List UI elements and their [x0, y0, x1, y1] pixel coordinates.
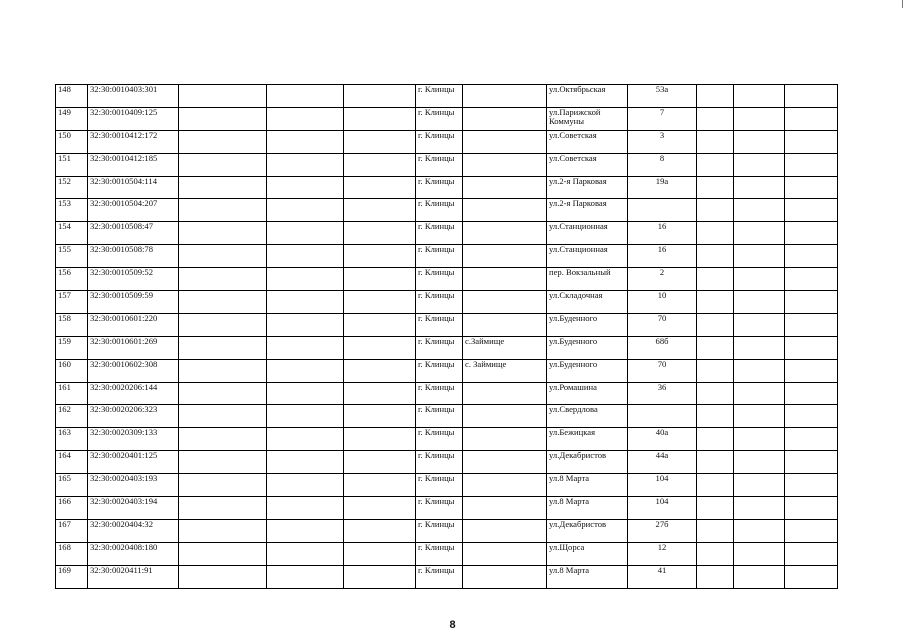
empty-cell	[267, 359, 344, 382]
house-number-cell	[628, 405, 697, 428]
empty-cell	[785, 222, 838, 245]
empty-cell	[344, 542, 416, 565]
row-number-cell: 161	[56, 382, 88, 405]
empty-cell	[697, 474, 734, 497]
locality-cell	[463, 268, 547, 291]
cadastral-number-cell: 32:30:0020401:125	[88, 451, 179, 474]
locality-cell	[463, 474, 547, 497]
row-number-cell: 156	[56, 268, 88, 291]
empty-cell	[267, 428, 344, 451]
empty-cell	[785, 291, 838, 314]
empty-cell	[267, 107, 344, 130]
empty-cell	[344, 359, 416, 382]
empty-cell	[344, 451, 416, 474]
empty-cell	[267, 313, 344, 336]
empty-cell	[267, 451, 344, 474]
city-cell: г. Клинцы	[416, 176, 463, 199]
cadastral-number-cell: 32:30:0020408:180	[88, 542, 179, 565]
city-cell: г. Клинцы	[416, 199, 463, 222]
empty-cell	[785, 85, 838, 108]
empty-cell	[734, 474, 785, 497]
row-number-cell: 162	[56, 405, 88, 428]
house-number-cell: 68б	[628, 336, 697, 359]
street-cell: ул.2-я Парковая	[547, 199, 628, 222]
empty-cell	[344, 336, 416, 359]
street-cell: ул.Щорса	[547, 542, 628, 565]
house-number-cell: 36	[628, 382, 697, 405]
empty-cell	[697, 565, 734, 588]
empty-cell	[734, 519, 785, 542]
table-row	[56, 336, 838, 359]
street-cell: ул.Буденного	[547, 336, 628, 359]
empty-cell	[179, 542, 267, 565]
cadastral-number-cell: 32:30:0020411:91	[88, 565, 179, 588]
table-row	[56, 542, 838, 565]
street-cell: ул.Станционная	[547, 222, 628, 245]
empty-cell	[179, 153, 267, 176]
empty-cell	[734, 565, 785, 588]
empty-cell	[734, 199, 785, 222]
empty-cell	[179, 565, 267, 588]
city-cell: г. Клинцы	[416, 336, 463, 359]
locality-cell	[463, 497, 547, 520]
house-number-cell: 70	[628, 313, 697, 336]
house-number-cell: 19а	[628, 176, 697, 199]
city-cell: г. Клинцы	[416, 519, 463, 542]
row-number-cell: 150	[56, 130, 88, 153]
street-cell: пер. Вокзальный	[547, 268, 628, 291]
city-cell: г. Клинцы	[416, 474, 463, 497]
empty-cell	[697, 428, 734, 451]
empty-cell	[697, 222, 734, 245]
cadastral-number-cell: 32:30:0010601:269	[88, 336, 179, 359]
empty-cell	[785, 519, 838, 542]
empty-cell	[267, 130, 344, 153]
city-cell: г. Клинцы	[416, 428, 463, 451]
page-number: 8	[449, 619, 456, 631]
city-cell: г. Клинцы	[416, 222, 463, 245]
empty-cell	[179, 85, 267, 108]
empty-cell	[179, 222, 267, 245]
street-cell: ул.8 Марта	[547, 565, 628, 588]
empty-cell	[697, 497, 734, 520]
table-row	[56, 107, 838, 130]
empty-cell	[179, 268, 267, 291]
street-cell: ул.8 Марта	[547, 497, 628, 520]
row-number-cell: 166	[56, 497, 88, 520]
table-row	[56, 565, 838, 588]
row-number-cell: 158	[56, 313, 88, 336]
cadastral-number-cell: 32:30:0020206:144	[88, 382, 179, 405]
cadastral-number-cell: 32:30:0010601:220	[88, 313, 179, 336]
house-number-cell: 70	[628, 359, 697, 382]
empty-cell	[734, 313, 785, 336]
city-cell: г. Клинцы	[416, 313, 463, 336]
empty-cell	[785, 359, 838, 382]
locality-cell	[463, 451, 547, 474]
house-number-cell: 8	[628, 153, 697, 176]
empty-cell	[344, 474, 416, 497]
locality-cell	[463, 199, 547, 222]
city-cell: г. Клинцы	[416, 382, 463, 405]
empty-cell	[179, 359, 267, 382]
empty-cell	[697, 268, 734, 291]
row-number-cell: 149	[56, 107, 88, 130]
city-cell: г. Клинцы	[416, 153, 463, 176]
house-number-cell: 16	[628, 245, 697, 268]
table-row	[56, 313, 838, 336]
empty-cell	[344, 313, 416, 336]
empty-cell	[697, 130, 734, 153]
empty-cell	[179, 107, 267, 130]
house-number-cell: 53а	[628, 85, 697, 108]
row-number-cell: 164	[56, 451, 88, 474]
empty-cell	[785, 176, 838, 199]
registry-table-body	[56, 85, 838, 589]
locality-cell	[463, 291, 547, 314]
empty-cell	[267, 542, 344, 565]
empty-cell	[697, 291, 734, 314]
empty-cell	[785, 428, 838, 451]
empty-cell	[734, 153, 785, 176]
row-number-cell: 154	[56, 222, 88, 245]
empty-cell	[267, 153, 344, 176]
empty-cell	[179, 336, 267, 359]
street-cell: ул.Буденного	[547, 359, 628, 382]
house-number-cell	[628, 199, 697, 222]
street-cell: ул.Свердлова	[547, 405, 628, 428]
cadastral-number-cell: 32:30:0010409:125	[88, 107, 179, 130]
street-cell: ул.Советская	[547, 130, 628, 153]
empty-cell	[734, 451, 785, 474]
empty-cell	[697, 313, 734, 336]
empty-cell	[179, 130, 267, 153]
empty-cell	[697, 176, 734, 199]
street-cell: ул.Декабристов	[547, 451, 628, 474]
table-row	[56, 199, 838, 222]
cadastral-number-cell: 32:30:0010508:47	[88, 222, 179, 245]
empty-cell	[267, 474, 344, 497]
empty-cell	[267, 497, 344, 520]
cadastral-number-cell: 32:30:0010403:301	[88, 85, 179, 108]
empty-cell	[267, 245, 344, 268]
empty-cell	[785, 474, 838, 497]
city-cell: г. Клинцы	[416, 451, 463, 474]
cadastral-number-cell: 32:30:0010504:114	[88, 176, 179, 199]
table-row	[56, 153, 838, 176]
empty-cell	[344, 382, 416, 405]
empty-cell	[734, 245, 785, 268]
street-cell: ул.Ромашина	[547, 382, 628, 405]
table-row	[56, 268, 838, 291]
locality-cell	[463, 428, 547, 451]
table-row	[56, 382, 838, 405]
street-cell: ул.Станционная	[547, 245, 628, 268]
empty-cell	[697, 199, 734, 222]
empty-cell	[179, 405, 267, 428]
empty-cell	[179, 497, 267, 520]
empty-cell	[734, 382, 785, 405]
empty-cell	[697, 336, 734, 359]
table-row	[56, 176, 838, 199]
empty-cell	[697, 153, 734, 176]
empty-cell	[785, 199, 838, 222]
empty-cell	[179, 451, 267, 474]
empty-cell	[734, 336, 785, 359]
empty-cell	[785, 153, 838, 176]
locality-cell: с.Займище	[463, 336, 547, 359]
cadastral-number-cell: 32:30:0010602:308	[88, 359, 179, 382]
empty-cell	[267, 565, 344, 588]
cadastral-number-cell: 32:30:0020403:194	[88, 497, 179, 520]
locality-cell	[463, 542, 547, 565]
city-cell: г. Клинцы	[416, 565, 463, 588]
table-row	[56, 245, 838, 268]
table-row	[56, 451, 838, 474]
cadastral-number-cell: 32:30:0010412:185	[88, 153, 179, 176]
empty-cell	[697, 245, 734, 268]
empty-cell	[179, 382, 267, 405]
locality-cell	[463, 245, 547, 268]
city-cell: г. Клинцы	[416, 497, 463, 520]
city-cell: г. Клинцы	[416, 85, 463, 108]
street-cell: ул.Парижской Коммуны	[547, 107, 628, 130]
empty-cell	[344, 85, 416, 108]
table-row	[56, 222, 838, 245]
empty-cell	[785, 497, 838, 520]
house-number-cell: 2	[628, 268, 697, 291]
city-cell: г. Клинцы	[416, 130, 463, 153]
house-number-cell: 7	[628, 107, 697, 130]
empty-cell	[734, 359, 785, 382]
table-row	[56, 428, 838, 451]
page-edge-mark	[902, 0, 903, 8]
row-number-cell: 169	[56, 565, 88, 588]
row-number-cell: 160	[56, 359, 88, 382]
empty-cell	[344, 428, 416, 451]
locality-cell	[463, 107, 547, 130]
locality-cell	[463, 176, 547, 199]
city-cell: г. Клинцы	[416, 107, 463, 130]
empty-cell	[344, 405, 416, 428]
row-number-cell: 159	[56, 336, 88, 359]
locality-cell	[463, 313, 547, 336]
locality-cell	[463, 130, 547, 153]
empty-cell	[344, 245, 416, 268]
empty-cell	[179, 428, 267, 451]
street-cell: ул.Складочная	[547, 291, 628, 314]
empty-cell	[344, 153, 416, 176]
cadastral-number-cell: 32:30:0010509:52	[88, 268, 179, 291]
empty-cell	[267, 176, 344, 199]
cadastral-number-cell: 32:30:0010412:172	[88, 130, 179, 153]
cadastral-number-cell: 32:30:0020206:323	[88, 405, 179, 428]
row-number-cell: 157	[56, 291, 88, 314]
locality-cell	[463, 565, 547, 588]
cadastral-number-cell: 32:30:0020404:32	[88, 519, 179, 542]
row-number-cell: 165	[56, 474, 88, 497]
house-number-cell: 104	[628, 474, 697, 497]
empty-cell	[785, 382, 838, 405]
empty-cell	[697, 451, 734, 474]
empty-cell	[344, 497, 416, 520]
row-number-cell: 167	[56, 519, 88, 542]
table-row	[56, 405, 838, 428]
empty-cell	[697, 359, 734, 382]
empty-cell	[267, 336, 344, 359]
empty-cell	[785, 313, 838, 336]
table-row	[56, 519, 838, 542]
empty-cell	[344, 519, 416, 542]
registry-table	[55, 84, 838, 589]
locality-cell	[463, 222, 547, 245]
house-number-cell: 41	[628, 565, 697, 588]
cadastral-number-cell: 32:30:0010509:59	[88, 291, 179, 314]
house-number-cell: 16	[628, 222, 697, 245]
empty-cell	[697, 519, 734, 542]
empty-cell	[344, 565, 416, 588]
street-cell: ул.8 Марта	[547, 474, 628, 497]
empty-cell	[267, 199, 344, 222]
city-cell: г. Клинцы	[416, 268, 463, 291]
empty-cell	[267, 85, 344, 108]
empty-cell	[267, 268, 344, 291]
empty-cell	[734, 176, 785, 199]
table-row	[56, 85, 838, 108]
row-number-cell: 151	[56, 153, 88, 176]
locality-cell	[463, 405, 547, 428]
empty-cell	[267, 405, 344, 428]
empty-cell	[734, 428, 785, 451]
house-number-cell: 40а	[628, 428, 697, 451]
empty-cell	[697, 85, 734, 108]
empty-cell	[267, 519, 344, 542]
empty-cell	[785, 336, 838, 359]
empty-cell	[785, 268, 838, 291]
empty-cell	[344, 222, 416, 245]
empty-cell	[785, 130, 838, 153]
empty-cell	[267, 382, 344, 405]
row-number-cell: 163	[56, 428, 88, 451]
row-number-cell: 153	[56, 199, 88, 222]
empty-cell	[179, 176, 267, 199]
row-number-cell: 155	[56, 245, 88, 268]
empty-cell	[785, 565, 838, 588]
house-number-cell: 104	[628, 497, 697, 520]
empty-cell	[344, 130, 416, 153]
house-number-cell: 12	[628, 542, 697, 565]
table-row	[56, 291, 838, 314]
locality-cell	[463, 85, 547, 108]
empty-cell	[734, 130, 785, 153]
empty-cell	[344, 199, 416, 222]
empty-cell	[697, 405, 734, 428]
empty-cell	[697, 382, 734, 405]
empty-cell	[734, 497, 785, 520]
table-row	[56, 474, 838, 497]
empty-cell	[697, 542, 734, 565]
empty-cell	[697, 107, 734, 130]
table-row	[56, 359, 838, 382]
empty-cell	[179, 291, 267, 314]
empty-cell	[734, 542, 785, 565]
empty-cell	[734, 405, 785, 428]
empty-cell	[785, 542, 838, 565]
empty-cell	[785, 451, 838, 474]
house-number-cell: 3	[628, 130, 697, 153]
table-row	[56, 130, 838, 153]
row-number-cell: 152	[56, 176, 88, 199]
city-cell: г. Клинцы	[416, 245, 463, 268]
city-cell: г. Клинцы	[416, 405, 463, 428]
empty-cell	[344, 176, 416, 199]
table-row	[56, 497, 838, 520]
cadastral-number-cell: 32:30:0010504:207	[88, 199, 179, 222]
empty-cell	[785, 245, 838, 268]
empty-cell	[734, 222, 785, 245]
city-cell: г. Клинцы	[416, 291, 463, 314]
city-cell: г. Клинцы	[416, 542, 463, 565]
locality-cell	[463, 519, 547, 542]
empty-cell	[785, 405, 838, 428]
street-cell: ул.Декабристов	[547, 519, 628, 542]
empty-cell	[179, 245, 267, 268]
street-cell: ул.Октябрьская	[547, 85, 628, 108]
empty-cell	[267, 291, 344, 314]
cadastral-number-cell: 32:30:0020403:193	[88, 474, 179, 497]
house-number-cell: 10	[628, 291, 697, 314]
city-cell: г. Клинцы	[416, 359, 463, 382]
cadastral-number-cell: 32:30:0010508:78	[88, 245, 179, 268]
empty-cell	[734, 85, 785, 108]
empty-cell	[734, 291, 785, 314]
street-cell: ул.Буденного	[547, 313, 628, 336]
empty-cell	[344, 291, 416, 314]
empty-cell	[179, 519, 267, 542]
empty-cell	[734, 107, 785, 130]
empty-cell	[344, 268, 416, 291]
empty-cell	[179, 199, 267, 222]
empty-cell	[734, 268, 785, 291]
empty-cell	[179, 474, 267, 497]
locality-cell	[463, 382, 547, 405]
house-number-cell: 27б	[628, 519, 697, 542]
street-cell: ул.Бежицкая	[547, 428, 628, 451]
cadastral-number-cell: 32:30:0020309:133	[88, 428, 179, 451]
street-cell: ул.Советская	[547, 153, 628, 176]
row-number-cell: 168	[56, 542, 88, 565]
locality-cell	[463, 153, 547, 176]
house-number-cell: 44а	[628, 451, 697, 474]
row-number-cell: 148	[56, 85, 88, 108]
locality-cell: с. Займище	[463, 359, 547, 382]
empty-cell	[179, 313, 267, 336]
empty-cell	[267, 222, 344, 245]
empty-cell	[344, 107, 416, 130]
street-cell: ул.2-я Парковая	[547, 176, 628, 199]
empty-cell	[785, 107, 838, 130]
